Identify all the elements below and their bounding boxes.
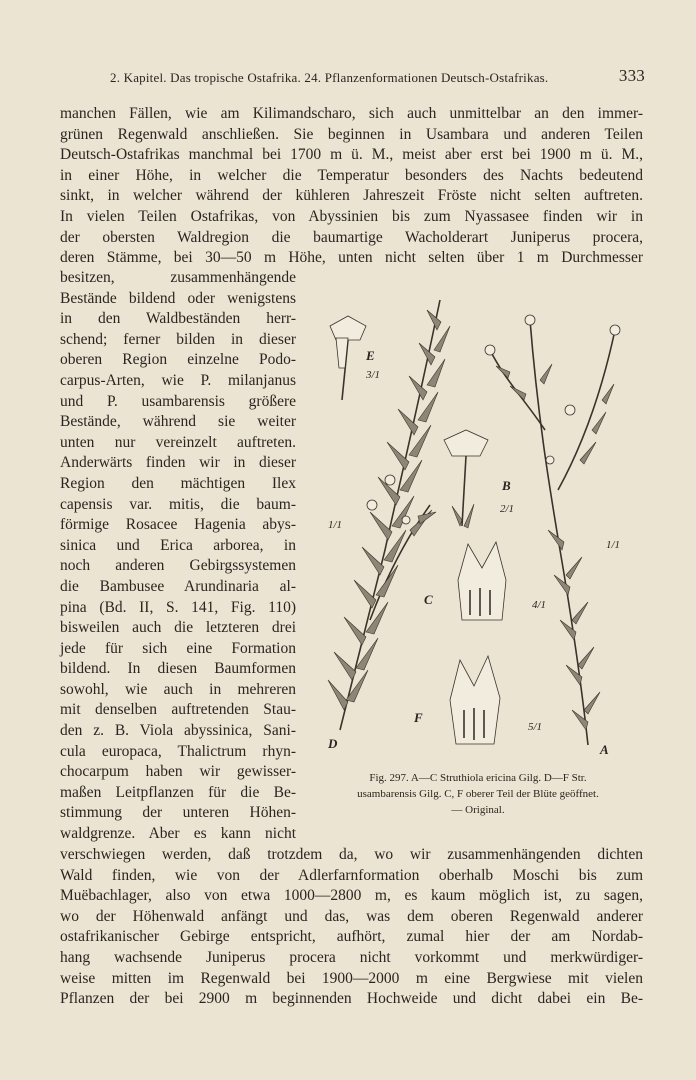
column-line: Anderwärts finden wir in dieser (60, 454, 296, 472)
column-line: cula europaca, Thalictrum rhyn- (60, 742, 296, 760)
column-line: capensis var. mitis, die baum- (60, 495, 296, 513)
column-line: in den Waldbeständen herr- (60, 310, 296, 328)
text-line: weise mitten im Regenwald bei 1900—2000 m eine Bergwiese mit vielen (60, 969, 643, 987)
caption-line: Fig. 297. A—C Struthiola ericina Gilg. D—F Str. (369, 772, 587, 784)
text-line: verschwiegen werden, daß trotzdem da, wo wir zusammenhängenden dichten (60, 846, 643, 863)
specimen-b-illustration (444, 430, 488, 528)
text-line: grünen Regenwald anschließen. Sie beginnen in Usambara und anderen Teilen (60, 125, 643, 143)
running-title: 2. Kapitel. Das tropische Ostafrika. 24. Pflanzenformationen Deutsch-Ostafrikas. (110, 70, 549, 85)
text-line: Muëbachlager, also von etwa 1000—2800 m, es kaum möglich ist, zu sagen, (60, 887, 643, 905)
specimen-c-illustration (458, 542, 506, 620)
column-line: Region den mächtigen Ilex (60, 474, 296, 492)
column-line: und P. usambarensis größere (60, 392, 296, 410)
botanical-figure (310, 290, 650, 760)
column-line: waldgrenze. Aber es kann nicht (60, 825, 296, 843)
text-line: sinkt, in welcher während der kühleren Jahreszeit Fröste nicht selten auftreten. (60, 187, 643, 205)
column-line: den z. B. Viola abyssinica, Sani- (60, 722, 296, 740)
column-line: maßen Leitpflanzen für die Be- (60, 783, 296, 801)
figure-label-b: B (502, 478, 511, 493)
text-line: hang wachsende Juniperus procera nicht vorkommt und merkwürdiger- (60, 949, 643, 966)
column-line: carpus-Arten, wie P. milanjanus (60, 371, 296, 389)
column-line: schend; ferner bilden in dieser (60, 330, 296, 348)
figure-scale-a: 1/1 (606, 539, 621, 551)
column-line: noch anderen Gebirgssystemen (60, 557, 296, 575)
column-line: sowohl, wie auch in mehreren (60, 680, 296, 698)
column-line: chocarpum haben wir gewisser- (60, 763, 296, 781)
column-line: stimmung der unteren Höhen- (60, 804, 296, 822)
column-line: pina (Bd. II, S. 141, Fig. 110) (60, 598, 296, 616)
column-line: jede für sich eine Formation (60, 639, 296, 657)
column-line: besitzen, zusammenhängende (60, 269, 296, 286)
column-line: förmige Rosacee Hagenia abys- (60, 516, 296, 534)
caption-line: usambarensis Gilg. C, F oberer Teil der Blüte geöffnet. (357, 788, 599, 800)
text-line: Deutsch-Ostafrikas manchmal bei 1700 m ü. M., meist aber erst bei 1900 m ü. M., (60, 146, 643, 164)
text-line: manchen Fällen, wie am Kilimandscharo, sich auch unmittelbar an den immer- (60, 105, 643, 122)
page-number: 333 (618, 66, 645, 85)
specimen-f-illustration (450, 656, 500, 744)
figure-scale-b: 2/1 (500, 503, 515, 515)
text-line: in einer Höhe, in welcher die Temperatur besonders des Nachts bedeutend (60, 166, 643, 184)
column-line: Bestände bildend oder wenigstens (60, 289, 296, 307)
column-line: unten nur vereinzelt auftreten. (60, 433, 296, 451)
figure-caption (308, 770, 648, 818)
column-line: sinica und Erica arborea, in (60, 536, 296, 554)
figure-scale-d: 1/1 (328, 519, 343, 531)
text-line: Pflanzen der bei 2900 m beginnenden Hochweide und dicht dabei ein Be- (60, 990, 643, 1008)
figure-scale-e: 3/1 (366, 369, 381, 381)
text-line: ostafrikanischer Gebirge entspricht, aufhört, zumal hier der am Nordab- (60, 928, 643, 946)
column-line: Bestände, während sie weiter (60, 413, 296, 431)
caption-line: — Original. (451, 804, 505, 816)
figure-label-e: E (366, 348, 375, 363)
running-header (60, 66, 645, 90)
text-line: Wald finden, wie von der Adlerfarnformation oberhalb Moschi bis zum (60, 866, 643, 884)
figure-illustration (310, 290, 650, 760)
figure-scale-c: 4/1 (532, 599, 547, 611)
column-line: bildend. In diesen Baumformen (60, 660, 296, 678)
column-line: mit denselben auftretenden Stau- (60, 701, 296, 719)
text-line: der obersten Waldregion die baumartige Wacholderart Juniperus procera, (60, 228, 643, 246)
figure-label-f: F (414, 710, 423, 725)
column-line: bisweilen auch die letzteren drei (60, 619, 296, 637)
figure-label-d: D (328, 736, 338, 751)
specimen-a-illustration (485, 315, 620, 745)
figure-label-c: C (424, 592, 433, 607)
figure-label-a: A (600, 742, 609, 757)
text-line: deren Stämme, bei 30—50 m Höhe, unten nicht selten über 1 m Durchmesser (60, 249, 643, 267)
column-line: die Bambusee Arundinaria al- (60, 577, 296, 595)
text-column (60, 268, 296, 845)
specimen-e-illustration (330, 316, 366, 400)
figure-scale-f: 5/1 (528, 721, 543, 733)
column-line: oberen Region einzelne Podo- (60, 351, 296, 369)
text-line: wo der Höhenwald anfängt und das, was dem oberen Regenwald anderer (60, 907, 643, 925)
text-line: In vielen Teilen Ostafrikas, von Abyssinien bis zum Nyassasee finden wir in (60, 208, 643, 225)
